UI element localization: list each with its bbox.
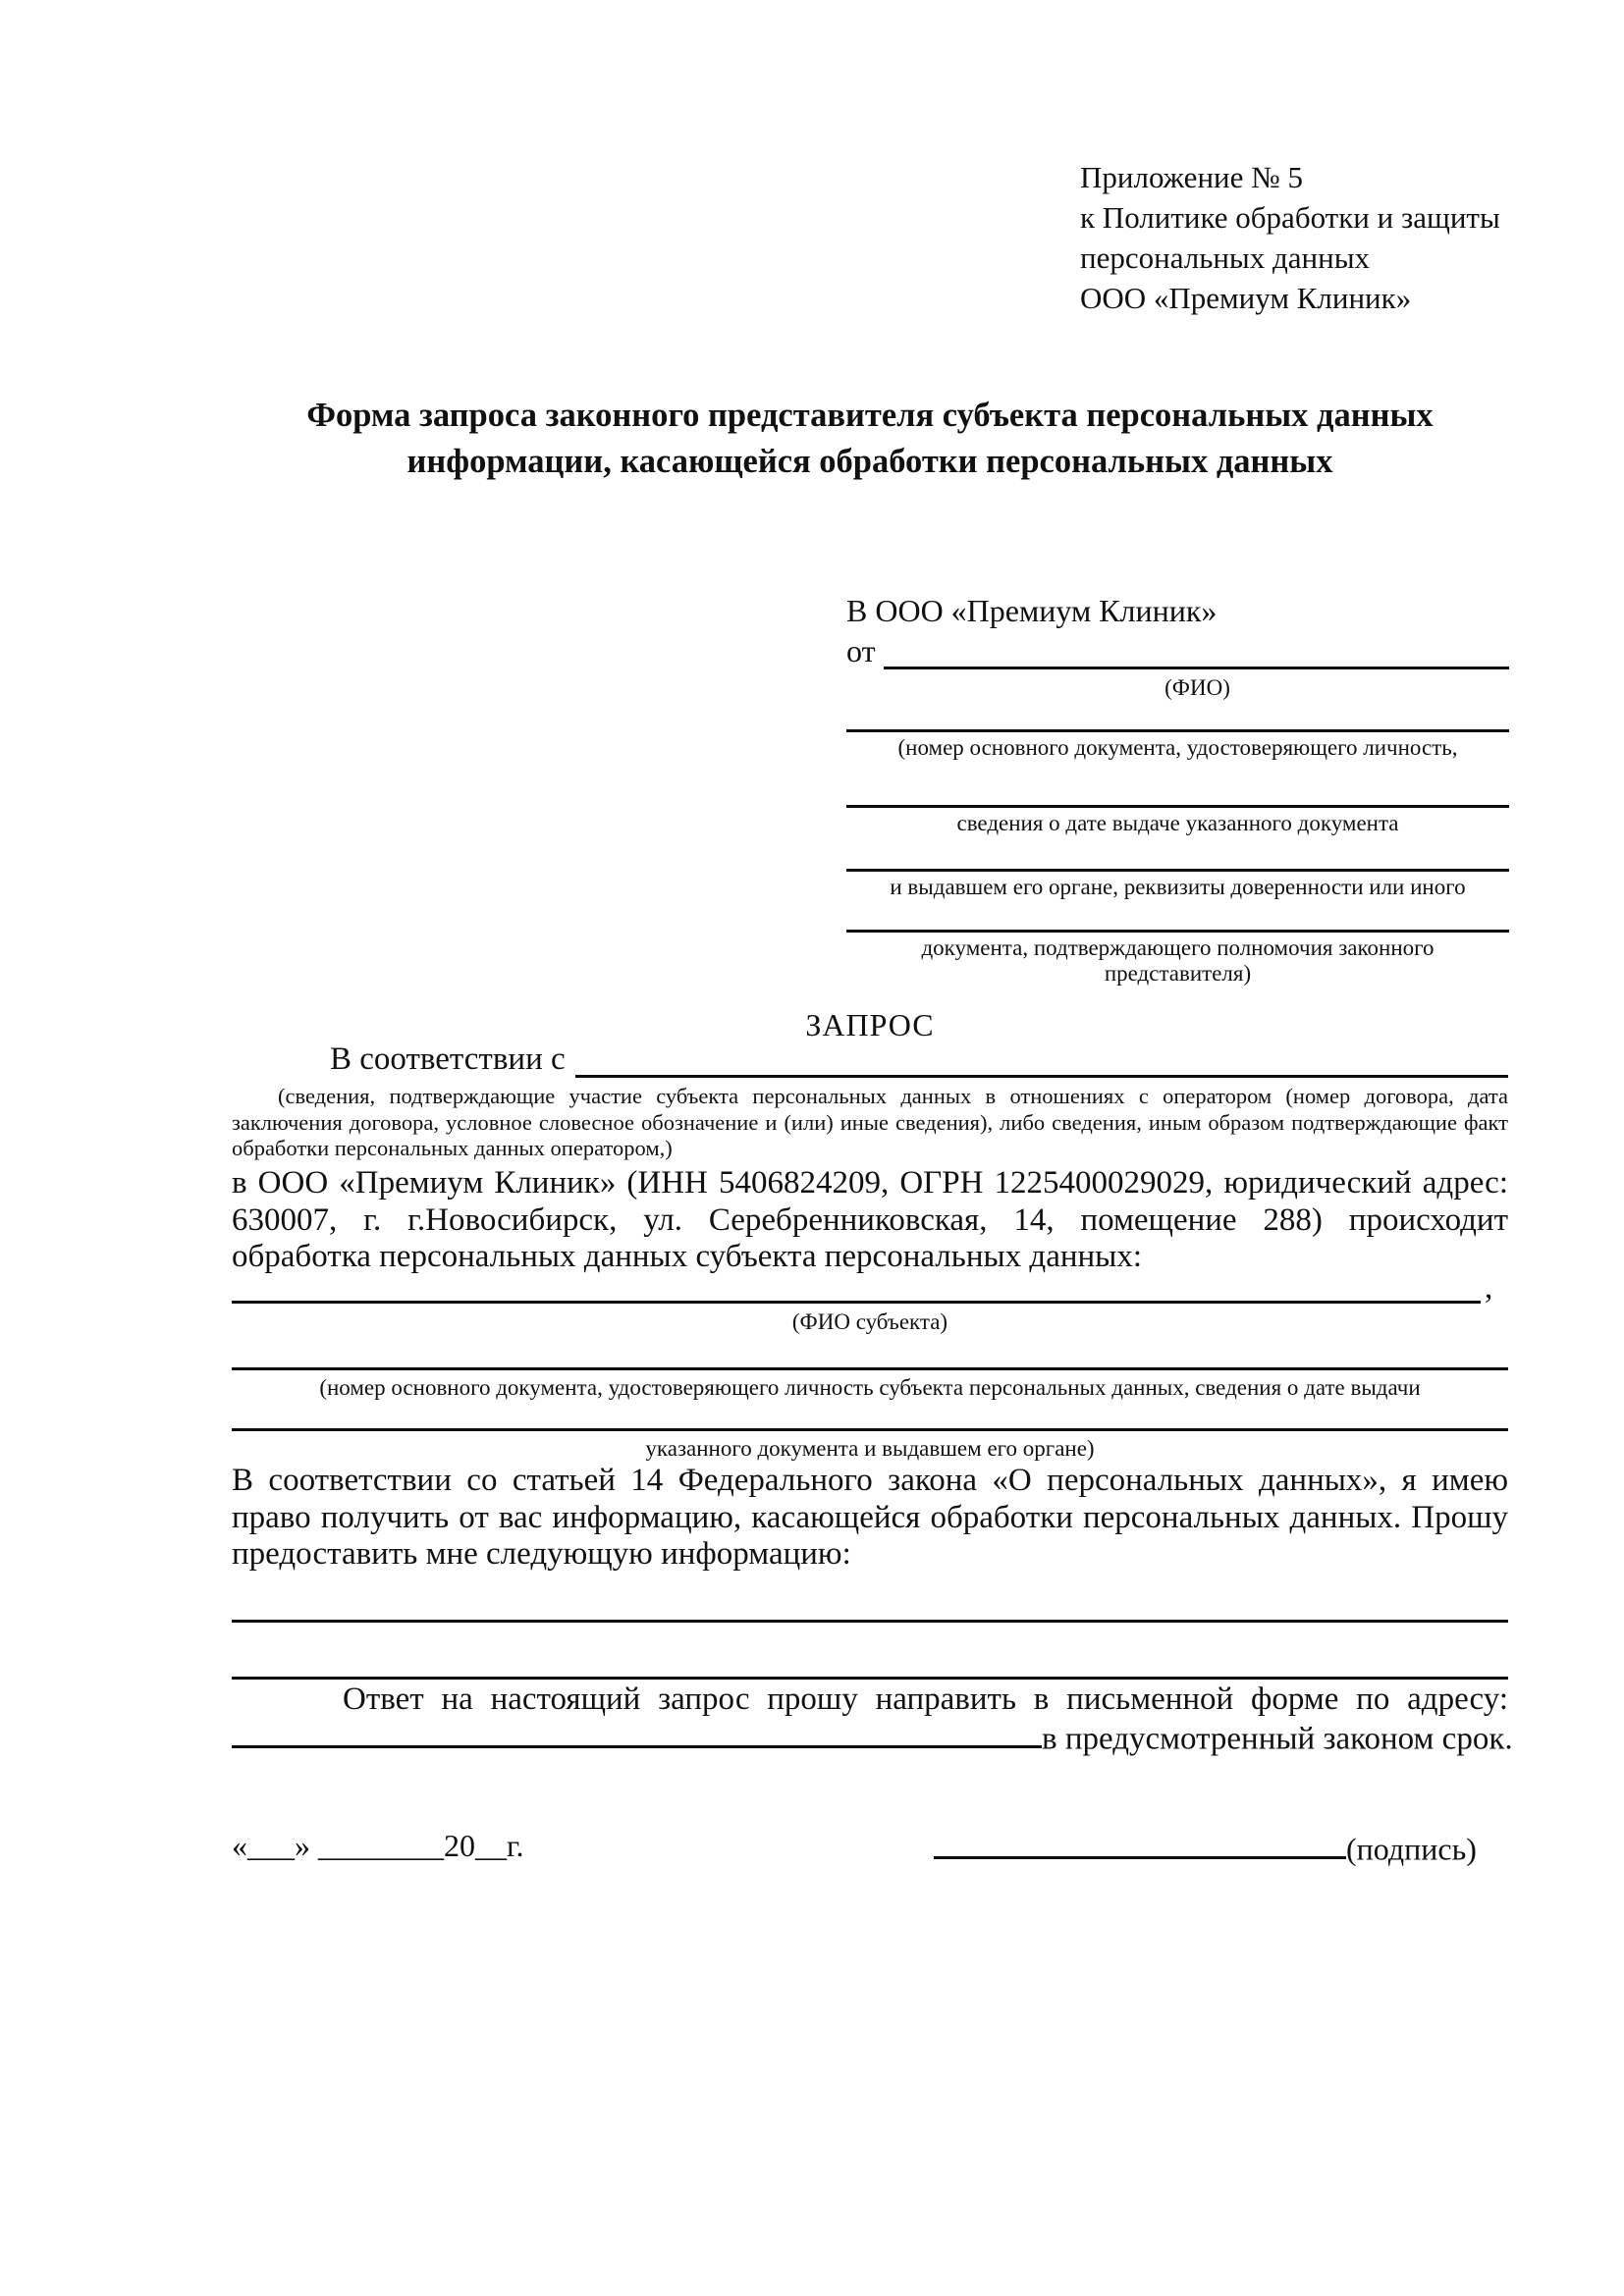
representative-doc-caption: документа, подтверждающего полномочия законного представителя) — [921, 935, 1435, 986]
subject-fio-comma: , — [1485, 1270, 1493, 1306]
representative-doc-caption: сведения о дате выдаче указанного документа — [956, 811, 1399, 835]
law-paragraph: В соответствии со статьей 14 Федерального закона «О персональных данных», я имею право получить от вас информацию, касающейся обработки персональных данных. Прошу предоставить мне следующую информацию: — [232, 1463, 1508, 1572]
appendix-line: персональных данных — [1080, 240, 1371, 275]
from-field — [846, 634, 1509, 669]
subject-doc-caption: указанного документа и выдавшем его органе) — [645, 1436, 1095, 1461]
representative-doc-blank-line — [846, 765, 1509, 808]
response-request-paragraph: Ответ на настоящий запрос прошу направить в письменной форме по адресу: — [343, 1682, 1508, 1717]
response-address-field — [232, 1716, 1513, 1758]
appendix-line: Приложение № 5 — [1080, 160, 1303, 194]
representative-doc-caption: (номер основного документа, удостоверяющего личность, — [897, 735, 1458, 760]
page-title — [232, 393, 1508, 485]
subject-fio-caption: (ФИО субъекта) — [791, 1309, 948, 1334]
information-blank-line — [232, 1588, 1508, 1623]
appendix-line: ООО «Премиум Клиник» — [1080, 281, 1412, 315]
signature-field — [934, 1828, 1477, 1867]
title-line: информации, касающейся обработки персональных данных — [406, 443, 1333, 480]
subject-doc-blank-line — [232, 1400, 1508, 1431]
representative-doc-blank-line — [846, 900, 1509, 933]
fio-caption: (ФИО) — [1164, 675, 1230, 700]
subject-doc-caption: (номер основного документа, удостоверяющего личность субъекта персональных данных, сведения о дате выдачи — [319, 1375, 1421, 1400]
request-heading: ЗАПРОС — [805, 1007, 935, 1042]
accordance-field — [232, 1042, 1508, 1078]
title-line: Форма запроса законного представителя субъекта персональных данных — [306, 397, 1434, 434]
accordance-label: В соответствии с — [330, 1041, 566, 1077]
addressee-organization: В ООО «Премиум Клиник» — [846, 593, 1218, 628]
subject-doc-blank-line — [232, 1337, 1508, 1370]
representative-doc-blank-line — [846, 699, 1509, 732]
appendix-header — [1080, 157, 1500, 318]
representative-doc-blank-line — [846, 838, 1509, 872]
information-blank-line — [232, 1647, 1508, 1680]
appendix-line: к Политике обработки и защиты — [1080, 200, 1500, 235]
signature-blank-line — [934, 1828, 1346, 1859]
date-blank-field: «___» ________20__г. — [232, 1828, 524, 1863]
signature-caption: (подпись) — [1346, 1831, 1477, 1867]
representative-doc-caption: и выдавшем его органе, реквизиты доверенности или иного — [890, 875, 1466, 899]
from-label: от — [846, 633, 876, 668]
accordance-note: (сведения, подтверждающие участие субъекта персональных данных в отношениях с оператором (номер договора, дата заключения договора, условное словесное обозначение и (или) иные сведения), либо сведения, иным образом подтверждающие факт обработки персональных данных оператором,) — [232, 1084, 1508, 1160]
response-tail-text: в предусмотренный законом срок. — [1042, 1721, 1513, 1757]
subject-fio-blank-line — [232, 1268, 1481, 1304]
accordance-blank-line — [575, 1041, 1508, 1078]
operator-paragraph: в ООО «Премиум Клиник» (ИНН 5406824209, ОГРН 1225400029029, юридический адрес: 630007, г. г.Новосибирск, ул. Серебренниковская, 14, помещение 288) происходит обработка персональных данных субъекта персональных данных: — [232, 1165, 1508, 1274]
response-address-blank-line — [232, 1716, 1042, 1748]
from-blank-line — [884, 633, 1509, 669]
